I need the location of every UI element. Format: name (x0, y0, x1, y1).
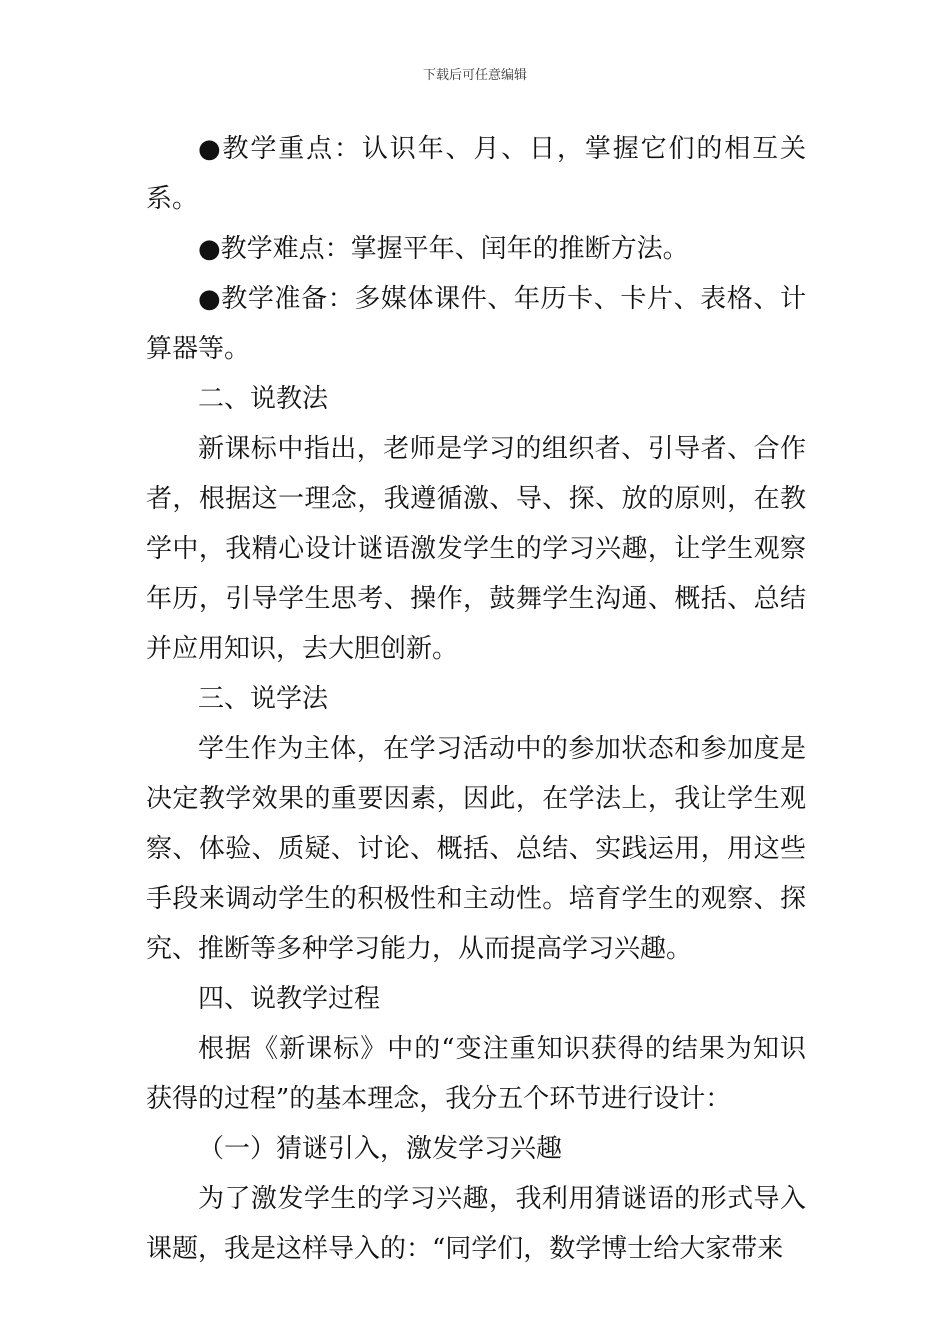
teaching-difficulty-paragraph: ●教学难点：掌握平年、闰年的推断方法。 (198, 234, 689, 264)
teaching-focus-paragraph: ●教学重点：认识年、月、日，掌握它们的相互关系。 (146, 134, 806, 214)
subsection-heading-riddle-intro: （一）猜谜引入，激发学习兴趣 (198, 1134, 563, 1164)
riddle-intro-paragraph: 为了激发学生的学习兴趣，我利用猜谜语的形式导入课题，我是这样导入的：“同学们，数学博士给大家带来 (146, 1184, 806, 1264)
teaching-method-paragraph: 新课标中指出，老师是学习的组织者、引导者、合作者，根据这一理念，我遵循激、导、探、放的原则，在教学中，我精心设计谜语激发学生的学习兴趣，让学生观察年历，引导学生思考、操作，鼓舞学生沟通、概括、总结并应用知识，去大胆创新。 (146, 434, 806, 664)
section-heading-learning-method: 三、说学法 (198, 684, 329, 714)
teaching-preparation-paragraph: ●教学准备：多媒体课件、年历卡、卡片、表格、计算器等。 (146, 284, 806, 364)
page-header: 下载后可任意编辑 (422, 68, 527, 83)
section-heading-teaching-method: 二、说教法 (198, 384, 329, 414)
document-body (146, 124, 806, 1274)
teaching-process-intro-paragraph: 根据《新课标》中的“变注重知识获得的结果为知识获得的过程”的基本理念，我分五个环节进行设计： (146, 1034, 806, 1114)
section-heading-teaching-process: 四、说教学过程 (198, 984, 381, 1014)
learning-method-paragraph: 学生作为主体，在学习活动中的参加状态和参加度是决定教学效果的重要因素，因此，在学法上，我让学生观察、体验、质疑、讨论、概括、总结、实践运用，用这些手段来调动学生的积极性和主动性。培育学生的观察、探究、推断等多种学习能力，从而提高学习兴趣。 (146, 734, 806, 964)
